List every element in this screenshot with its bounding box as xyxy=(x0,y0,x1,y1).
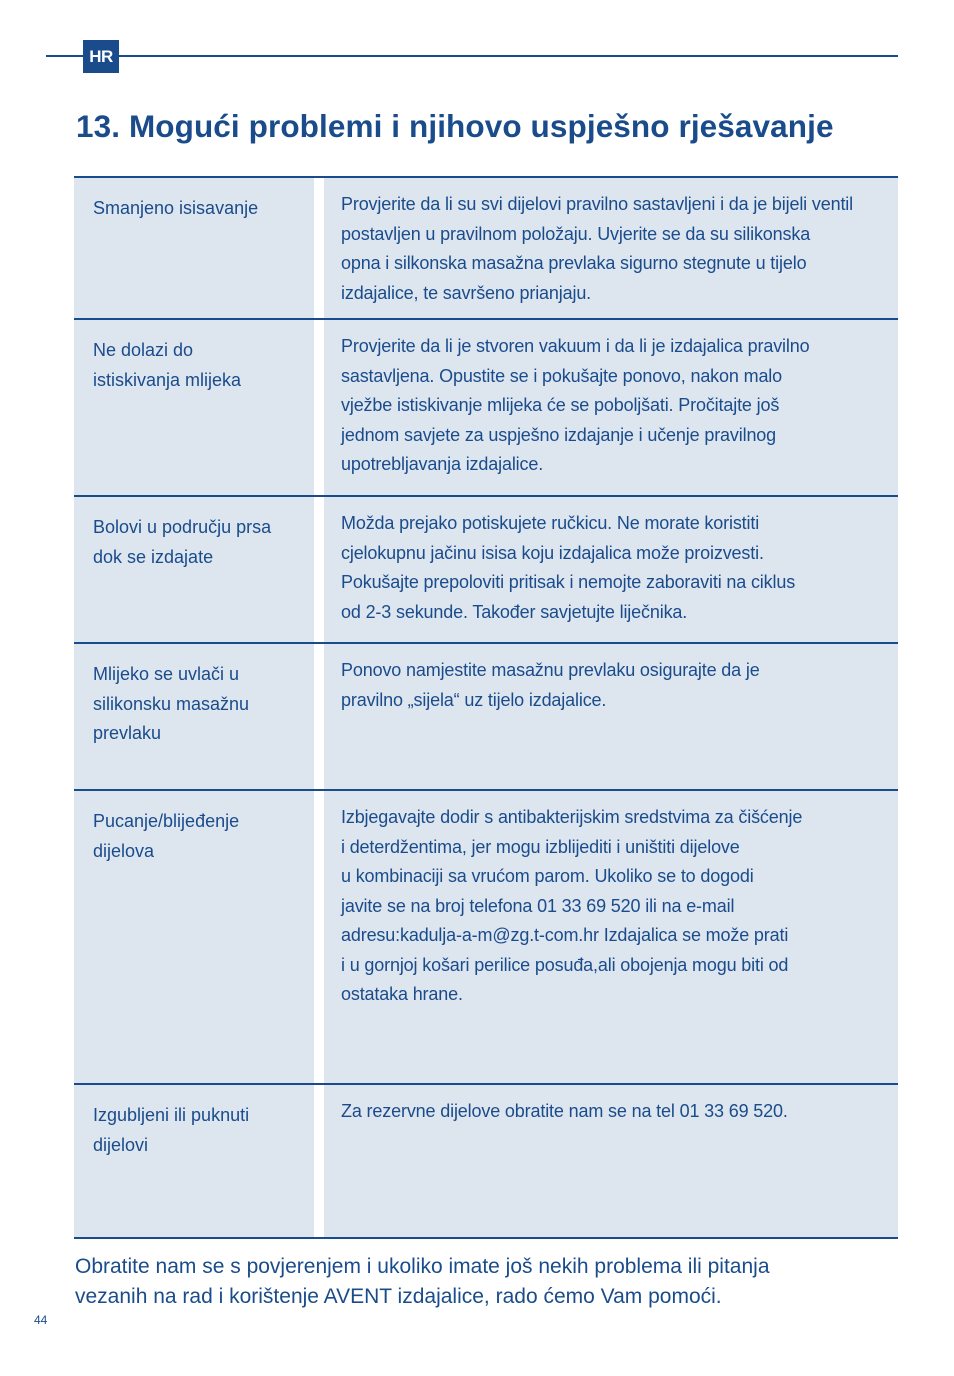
problem-cell xyxy=(74,1085,314,1237)
table-row xyxy=(74,791,898,1085)
problem-text: Ne dolazi do istiskivanja mlijeka xyxy=(93,340,242,390)
solution-cell: Izbjegavajte dodir s antibakterijskim sredstvima za čišćenje i deterdžentima, jer mogu izblijediti i uništiti dijelove u kombinaciji sa vrućom parom. Ukoliko se to dogodi javite se na broj telefona 01 33 69 520 ili na e-mail adresu:kadulja-a-m@zg.t-com.hr Izdajalica se može prati i u gornjoj košari perilice posuđa,ali obojenja mogu biti od ostataka hrane. xyxy=(324,791,898,1083)
table-row xyxy=(74,644,898,791)
problem-cell xyxy=(74,178,314,318)
problem-cell xyxy=(74,320,314,495)
solution-cell: Za rezervne dijelove obratite nam se na tel 01 33 69 520. xyxy=(324,1085,898,1237)
problem-cell xyxy=(74,497,314,642)
table-row xyxy=(74,1085,898,1239)
troubleshooting-table xyxy=(74,176,898,1239)
solution-cell: Ponovo namjestite masažnu prevlaku osigurajte da je pravilno „sijela“ uz tijelo izdajalice. xyxy=(324,644,898,789)
page-title: 13. Mogući problemi i njihovo uspješno rješavanje xyxy=(76,108,834,144)
solution-cell: Možda prejako potiskujete ručkicu. Ne morate koristiti cjelokupnu jačinu isisa koju izdajalica može proizvesti. Pokušajte prepoloviti pritisak i nemojte zaboraviti na ciklus od 2-3 sekunde. Također savjetujte liječnika. xyxy=(324,497,898,642)
problem-text: Izgubljeni ili puknuti dijelovi xyxy=(93,1105,250,1155)
problem-cell xyxy=(74,791,314,1083)
language-badge: HR xyxy=(83,40,119,73)
table-row xyxy=(74,497,898,644)
problem-text: Mlijeko se uvlači u silikonsku masažnu prevlaku xyxy=(93,664,250,743)
footer-note: Obratite nam se s povjerenjem i ukoliko imate još nekih problema ili pitanja vezanih na rad i korištenje AVENT izdajalice, rado ćemo Vam pomoći. xyxy=(75,1255,770,1308)
problem-text: Pucanje/blijeđenje dijelova xyxy=(93,811,240,861)
problem-text: Bolovi u području prsa dok se izdajate xyxy=(93,517,272,567)
solution-cell: Provjerite da li je stvoren vakuum i da li je izdajalica pravilno sastavljena. Opustite se i pokušajte ponovo, nakon malo vježbe istiskivanje mlijeka će se poboljšati. Pročitajte još jednom savjete za uspješno izdajanje i učenje pravilnog upotrebljavanja izdajalice. xyxy=(324,320,898,495)
page-number: 44 xyxy=(34,1313,48,1327)
solution-cell: Provjerite da li su svi dijelovi pravilno sastavljeni i da je bijeli ventil postavljen u pravilnom položaju. Uvjerite se da su silikonska opna i silkonska masažna prevlaka sigurno stegnute u tijelo izdajalice, te savršeno prianjaju. xyxy=(324,178,898,318)
header-rule xyxy=(46,55,898,57)
problem-text: Smanjeno isisavanje xyxy=(93,198,259,218)
table-row xyxy=(74,320,898,497)
table-row xyxy=(74,178,898,320)
problem-cell xyxy=(74,644,314,789)
